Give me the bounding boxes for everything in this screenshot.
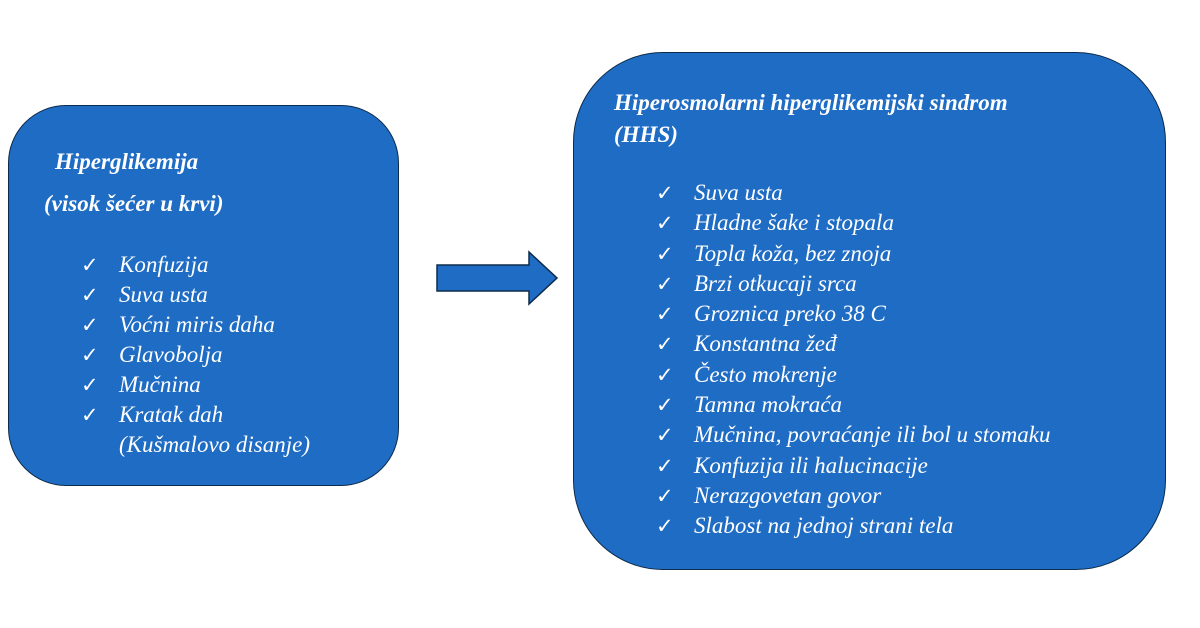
checkmark-icon: ✓: [81, 253, 99, 277]
checkmark-icon: ✓: [656, 332, 674, 357]
right-arrow-icon: [435, 250, 559, 306]
checkmark-icon: ✓: [656, 483, 674, 508]
checkmark-icon: ✓: [656, 211, 674, 236]
list-item: [656, 511, 1050, 541]
checkmark-icon: ✓: [81, 313, 99, 337]
symptom-text-continuation: (Kušmalovo disanje): [119, 432, 311, 457]
list-item: [656, 208, 1050, 238]
checkmark-icon: ✓: [81, 343, 99, 367]
list-item: [656, 481, 1050, 511]
checkmark-icon: ✓: [81, 403, 99, 427]
symptom-text: Kratak dah: [119, 402, 224, 427]
symptom-text: Hladne šake i stopala: [694, 210, 894, 236]
symptom-text: Glavobolja: [119, 342, 223, 367]
symptom-text: Konstantna žeđ: [694, 331, 837, 357]
symptom-text: Groznica preko 38 C: [694, 301, 886, 327]
list-item: [656, 451, 1050, 481]
symptom-text: Mučnina, povraćanje ili bol u stomaku: [694, 422, 1051, 448]
hhs-subtitle: (HHS): [614, 122, 678, 147]
symptom-text: Slabost na jednoj strani tela: [694, 513, 954, 539]
checkmark-icon: ✓: [656, 241, 674, 266]
symptom-text: Konfuzija ili halucinacije: [694, 452, 928, 478]
list-item: [656, 329, 1050, 359]
symptom-text: Tamna mokraća: [694, 392, 843, 418]
hyperglycemia-box: [8, 105, 399, 486]
symptom-text: Suva usta: [694, 180, 783, 205]
list-item: [656, 269, 1050, 299]
list-item: [81, 250, 310, 280]
checkmark-icon: ✓: [656, 181, 674, 205]
hyperglycemia-subtitle: (visok šećer u krvi): [44, 191, 224, 216]
list-item: [81, 280, 310, 310]
hhs-box: [573, 52, 1166, 570]
list-item: [81, 340, 310, 370]
list-item: [656, 239, 1050, 269]
checkmark-icon: ✓: [656, 514, 674, 539]
symptom-text: Topla koža, bez znoja: [694, 240, 892, 266]
checkmark-icon: ✓: [656, 302, 674, 327]
hyperglycemia-symptom-list: [81, 250, 310, 460]
hhs-title: Hiperosmolarni hiperglikemijski sindrom: [614, 90, 1008, 115]
list-item: [656, 360, 1050, 390]
symptom-text: Brzi otkucaji srca: [694, 270, 857, 296]
list-item: [656, 299, 1050, 329]
symptom-text: Voćni miris daha: [119, 312, 275, 337]
hyperglycemia-title: Hiperglikemija: [55, 149, 199, 174]
list-item: [656, 420, 1050, 450]
checkmark-icon: ✓: [656, 393, 674, 418]
list-item: [81, 310, 310, 340]
list-item: [81, 370, 310, 400]
symptom-text: Često mokrenje: [694, 361, 837, 387]
checkmark-icon: ✓: [656, 453, 674, 478]
symptom-text: Suva usta: [119, 282, 208, 307]
symptom-text: Nerazgovetan govor: [694, 482, 882, 508]
checkmark-icon: ✓: [656, 423, 674, 448]
list-item: [81, 400, 310, 460]
symptom-text: Konfuzija: [119, 252, 209, 277]
checkmark-icon: ✓: [81, 373, 99, 397]
hhs-symptom-list: [656, 178, 1050, 542]
list-item: [656, 390, 1050, 420]
checkmark-icon: ✓: [81, 283, 99, 307]
checkmark-icon: ✓: [656, 271, 674, 296]
checkmark-icon: ✓: [656, 362, 674, 387]
list-item: [656, 178, 1050, 208]
symptom-text: Mučnina: [119, 372, 201, 397]
